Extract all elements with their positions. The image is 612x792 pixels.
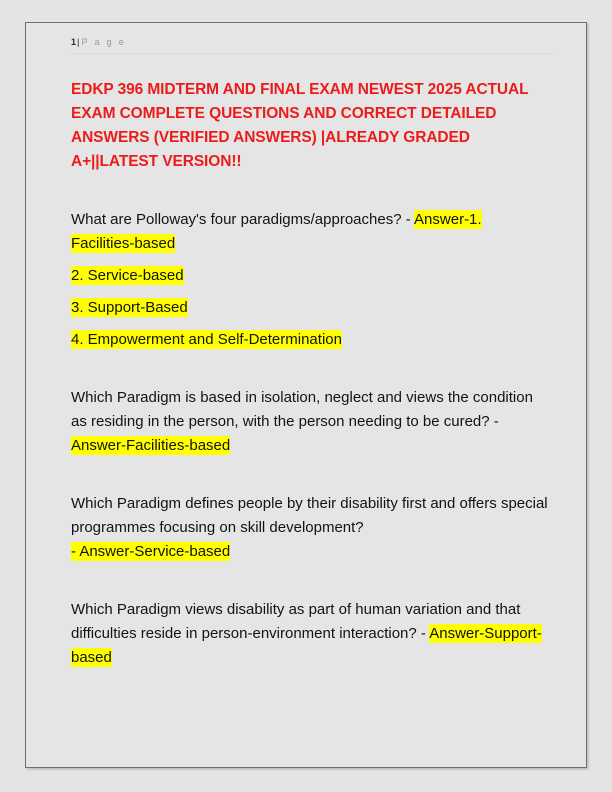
page-number: 1 <box>71 37 77 47</box>
qa-block <box>71 208 556 352</box>
answer-highlight: Answer-Support-based <box>71 625 542 666</box>
qa-block <box>71 598 556 670</box>
document-title: EDKP 396 MIDTERM AND FINAL EXAM NEWEST 2025 ACTUAL EXAM COMPLETE QUESTIONS AND CORRECT DETAILED ANSWERS (VERIFIED ANSWERS) |ALREADY GRADED A+||LATEST VERSION!! <box>71 81 529 170</box>
answer-list-item <box>71 296 556 320</box>
qa-block <box>71 386 556 458</box>
question-body: Which Paradigm is based in isolation, neglect and views the condition as residing in the person, with the person needing to be cured? - <box>71 389 533 430</box>
question-text <box>71 208 549 256</box>
page-header-separator: | <box>77 37 80 47</box>
question-text <box>71 386 549 458</box>
page-content-area <box>26 23 586 767</box>
answer-highlight: Answer-Facilities-based <box>71 437 231 454</box>
question-body: Which Paradigm defines people by their disability first and offers special programmes focusing on skill development? <box>71 495 548 536</box>
qa-block <box>71 492 556 564</box>
answer-list-item <box>71 328 556 352</box>
answer-highlight: 3. Support-Based <box>71 299 188 316</box>
answer-highlight: - Answer-Service-based <box>71 543 231 560</box>
answer-list-item <box>71 264 556 288</box>
document-page <box>25 22 587 768</box>
question-body: Which Paradigm views disability as part of human variation and that difficulties reside in person-environment interaction? - <box>71 601 521 642</box>
answer-highlight: 4. Empowerment and Self-Determination <box>71 331 342 348</box>
question-body: What are Polloway's four paradigms/approaches? - <box>71 211 411 228</box>
question-text <box>71 598 549 670</box>
question-text <box>71 492 549 564</box>
page-header <box>71 37 556 54</box>
answer-highlight: 2. Service-based <box>71 267 184 284</box>
answer-highlight: Answer-1. Facilities-based <box>71 211 482 252</box>
page-header-label: P a g e <box>81 37 127 47</box>
